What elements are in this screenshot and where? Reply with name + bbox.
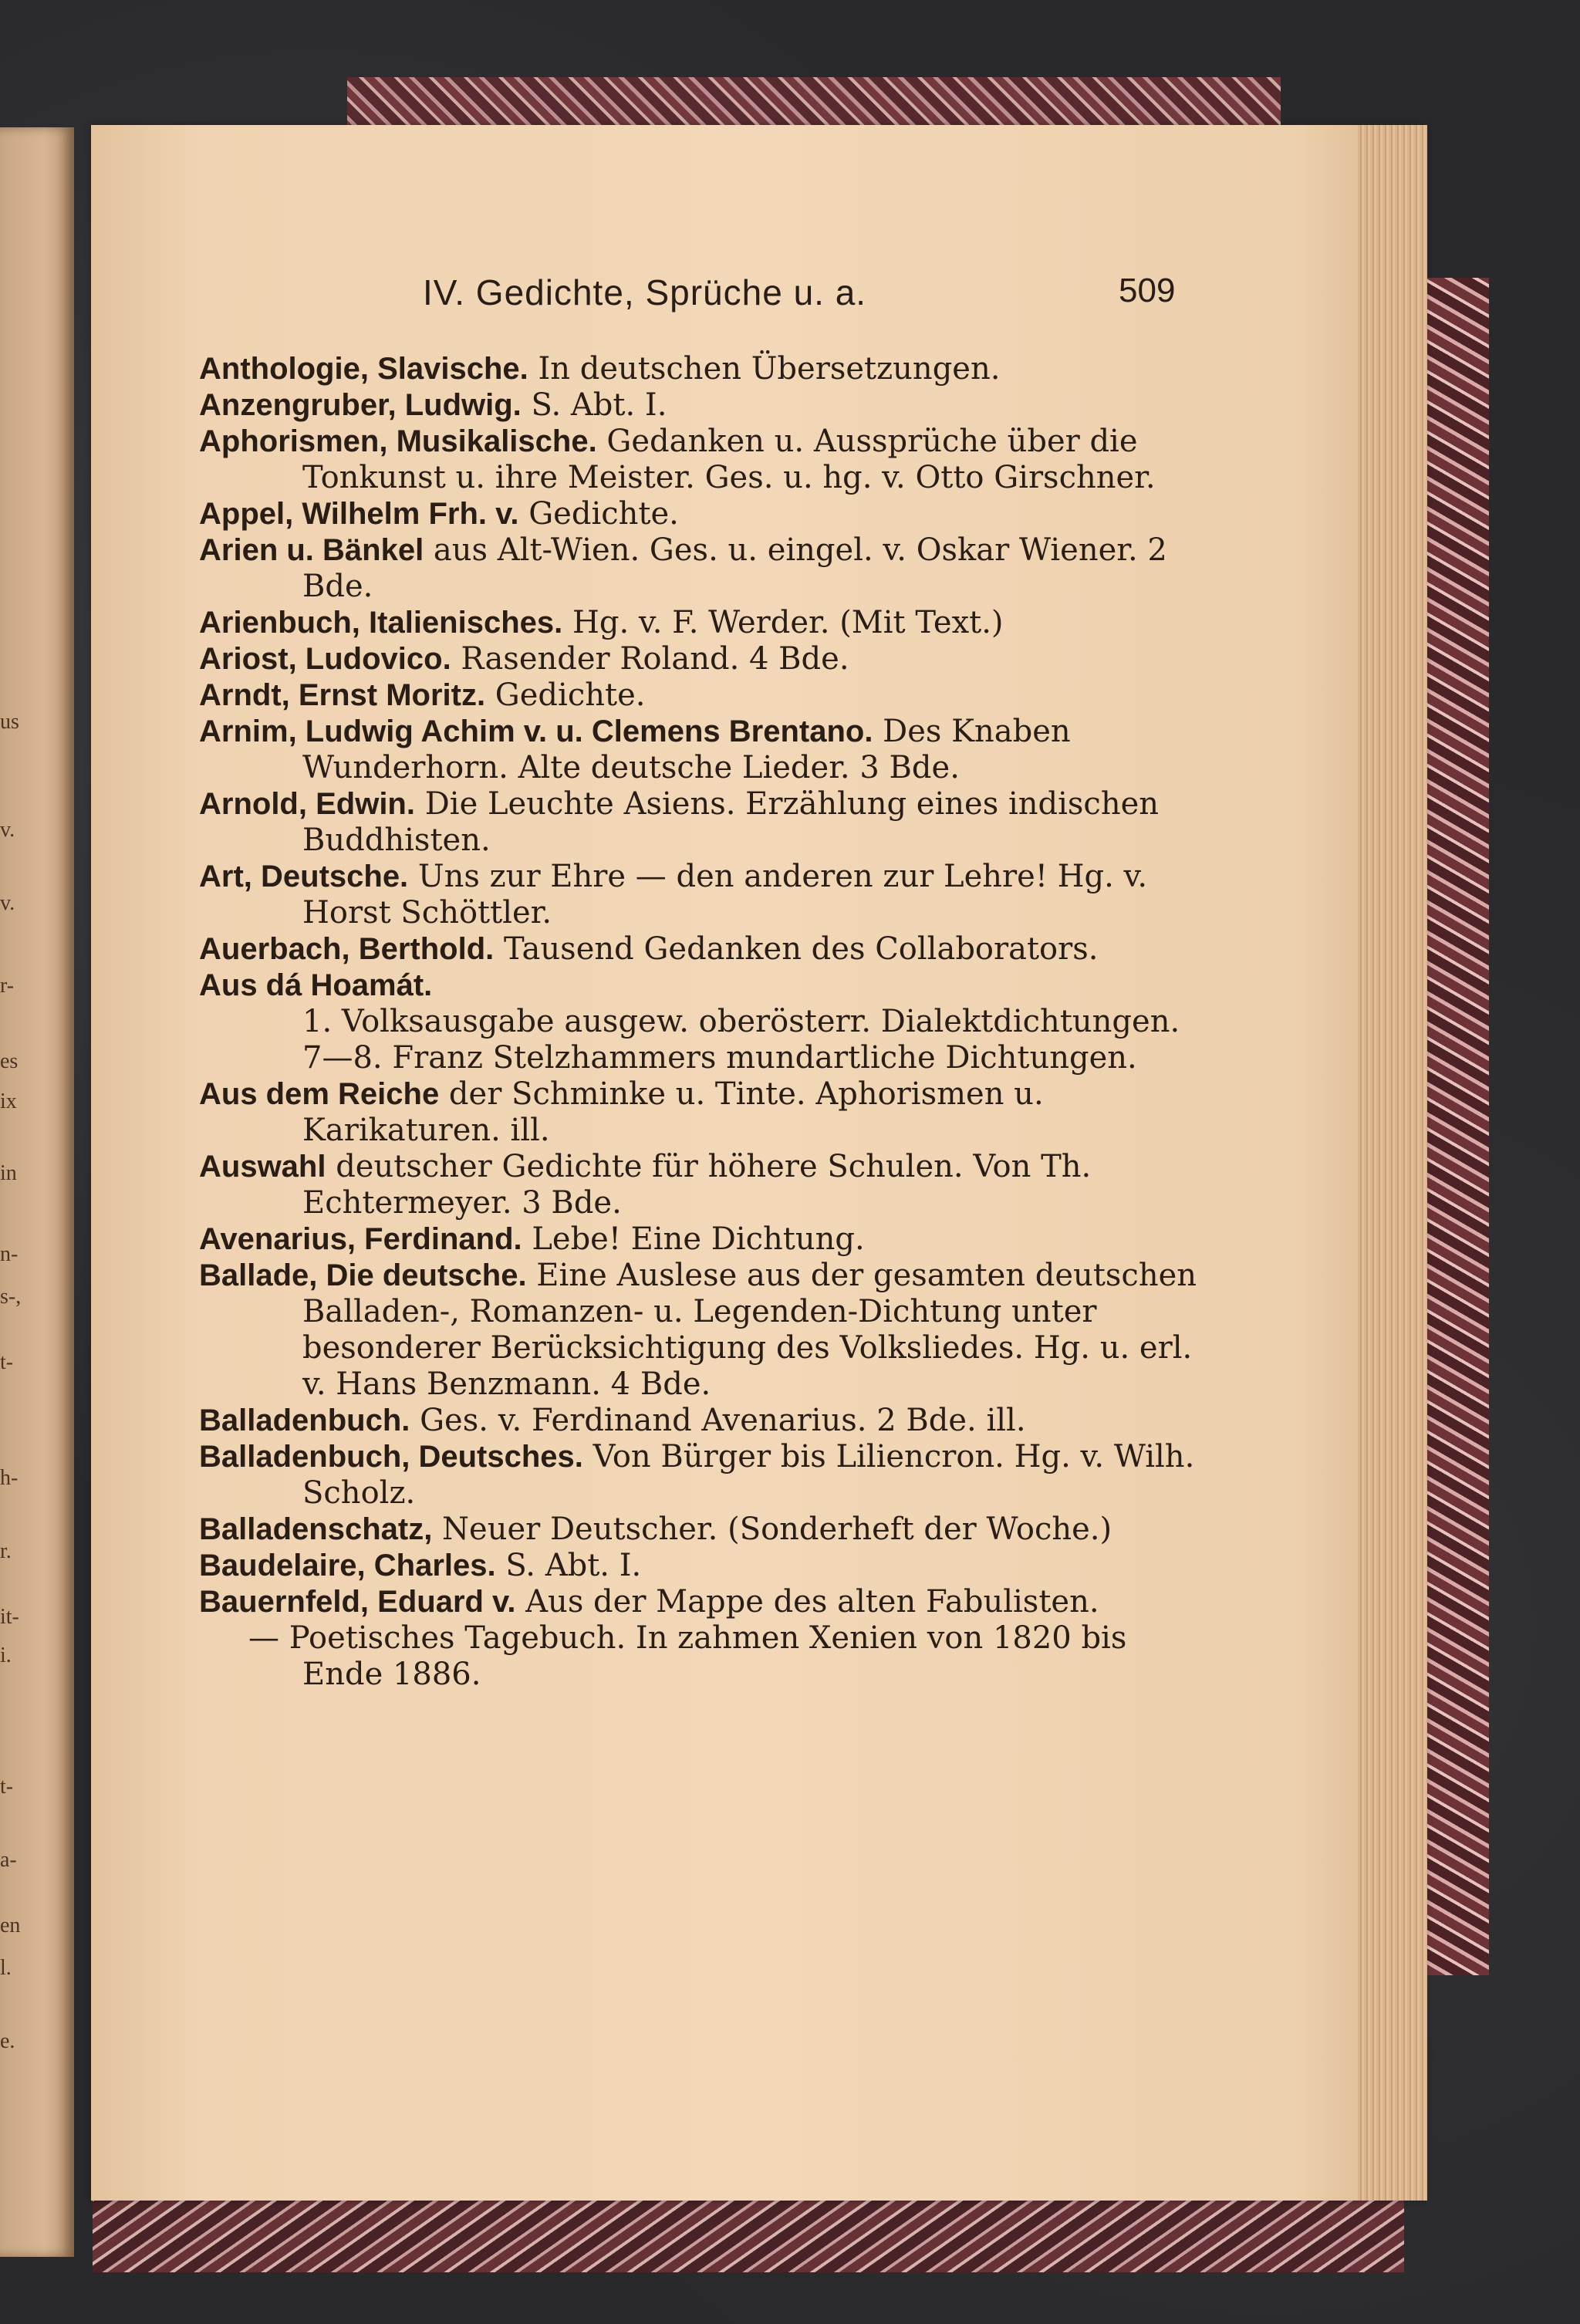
- bibliography-entry: [199, 496, 1202, 532]
- bibliography-entry: [199, 1439, 1202, 1512]
- entry-text: Gedanken u. Aussprüche über die Tonkunst u. ihre Meister. Ges. u. hg. v. Otto Girschner.: [302, 424, 1156, 495]
- marbled-edge-top: [347, 77, 1281, 131]
- entry-heading: Arien u. Bänkel: [199, 533, 424, 567]
- left-margin-fragment: l.: [0, 1956, 12, 1980]
- entry-text: In deutschen Übersetzungen.: [528, 351, 1001, 387]
- entry-text: deutscher Gedichte für höhere Schulen. Von Th. Echtermeyer. 3 Bde.: [302, 1149, 1092, 1221]
- entry-heading: Ariost, Ludovico.: [199, 642, 451, 676]
- entry-text: S. Abt. I.: [495, 1548, 642, 1583]
- entry-heading: Aus dem Reiche: [199, 1077, 440, 1111]
- entry-heading: Anzengruber, Ludwig.: [199, 388, 522, 422]
- entry-text: Ges. v. Ferdinand Avenarius. 2 Bde. ill.: [410, 1403, 1026, 1438]
- bibliography-list: [199, 351, 1202, 1693]
- entry-text: Eine Auslese aus der gesamten deutschen Balladen-, Romanzen- u. Legenden-Dichtung unter besonderer Berücksichtigung des Volksliedes. Hg. u. erl. v. Hans Benzmann. 4 Bde.: [302, 1258, 1197, 1402]
- left-margin-fragment: ix: [0, 1089, 17, 1113]
- bibliography-entry: [199, 1076, 1202, 1149]
- entry-heading: Arnim, Ludwig Achim v. u. Clemens Brentano.: [199, 714, 873, 748]
- bibliography-entry: [199, 1221, 1202, 1258]
- running-title: IV. Gedichte, Sprüche u. a.: [423, 272, 867, 312]
- left-margin-fragment: r-: [0, 974, 15, 998]
- left-margin-fragment: e.: [0, 2029, 15, 2053]
- entry-heading: Arndt, Ernst Moritz.: [199, 678, 486, 712]
- bibliography-entry: [199, 786, 1202, 859]
- entry-text: Hg. v. F. Werder. (Mit Text.): [562, 605, 1004, 640]
- entry-heading: Balladenbuch.: [199, 1404, 410, 1437]
- entry-text: Tausend Gedanken des Collaborators.: [494, 931, 1099, 967]
- entry-heading: Auswahl: [199, 1150, 326, 1184]
- left-margin-fragment: s-,: [0, 1285, 22, 1309]
- entry-text: aus Alt-Wien. Ges. u. eingel. v. Oskar Wiener. 2 Bde.: [302, 532, 1167, 604]
- entry-text: Rasender Roland. 4 Bde.: [451, 641, 849, 677]
- bibliography-entry: [199, 641, 1202, 677]
- left-margin-fragment: a-: [0, 1848, 17, 1872]
- marbled-edge-right: [1427, 278, 1489, 1975]
- entry-heading: Arnold, Edwin.: [199, 787, 415, 821]
- entry-subitem: 1. Volksausgabe ausgew. oberösterr. Dialektdichtungen.: [302, 1004, 1180, 1039]
- bibliography-entry: [199, 605, 1202, 641]
- page-header: [91, 272, 1426, 318]
- left-margin-fragment: us: [0, 710, 19, 734]
- entry-heading: Bauernfeld, Eduard v.: [199, 1585, 516, 1619]
- left-margin-fragment: h-: [0, 1466, 19, 1490]
- entry-continuation: — Poetisches Tagebuch. In zahmen Xenien von 1820 bis Ende 1886.: [248, 1620, 1127, 1692]
- bibliography-entry: [199, 424, 1202, 496]
- left-margin-fragment: n-: [0, 1242, 19, 1266]
- entry-text: der Schminke u. Tinte. Aphorismen u. Karikaturen. ill.: [302, 1076, 1044, 1148]
- left-margin-fragment: t-: [0, 1775, 14, 1799]
- entry-heading: Appel, Wilhelm Frh. v.: [199, 497, 519, 531]
- bibliography-entry: [199, 1584, 1202, 1620]
- left-margin-fragment: i.: [0, 1643, 12, 1667]
- left-margin-fragment: en: [0, 1914, 21, 1937]
- page-stack-edge: [1358, 125, 1427, 2201]
- bibliography-entry: [199, 387, 1202, 424]
- bibliography-entry: [199, 968, 1202, 1004]
- entry-text: Aus der Mappe des alten Fabulisten.: [515, 1584, 1099, 1620]
- bibliography-entry: [199, 677, 1202, 714]
- left-margin-fragment: v.: [0, 818, 15, 842]
- left-margin-fragment: it-: [0, 1605, 19, 1629]
- bibliography-entry: [199, 714, 1202, 786]
- bibliography-entry: [199, 1548, 1202, 1584]
- bibliography-entry: [199, 1149, 1202, 1221]
- entry-text: Gedichte.: [518, 496, 679, 532]
- bibliography-entry: [199, 351, 1202, 387]
- left-margin-fragment: v.: [0, 891, 15, 915]
- entry-heading: Aphorismen, Musikalische.: [199, 424, 597, 458]
- bibliography-entry: [199, 532, 1202, 605]
- entry-subitem: 7—8. Franz Stelzhammers mundartliche Dichtungen.: [302, 1040, 1137, 1076]
- entry-heading: Balladenbuch, Deutsches.: [199, 1440, 583, 1474]
- entry-text: S. Abt. I.: [521, 387, 667, 423]
- entry-heading: Balladenschatz,: [199, 1512, 433, 1546]
- left-margin-fragment: r.: [0, 1539, 12, 1563]
- bibliography-entry: [199, 1403, 1202, 1439]
- entry-text: Von Bürger bis Liliencron. Hg. v. Wilh. Scholz.: [302, 1439, 1195, 1511]
- entry-heading: Aus dá Hoamát.: [199, 968, 433, 1002]
- left-margin-fragment: t-: [0, 1350, 14, 1374]
- entry-text: Die Leuchte Asiens. Erzählung eines indischen Buddhisten.: [302, 786, 1160, 858]
- marbled-edge-bottom: [93, 2199, 1404, 2272]
- page-number: 509: [1119, 272, 1176, 309]
- bibliography-entry: [199, 931, 1202, 968]
- entry-heading: Avenarius, Ferdinand.: [199, 1222, 522, 1256]
- entry-text: Uns zur Ehre — den anderen zur Lehre! Hg. v. Horst Schöttler.: [302, 859, 1148, 931]
- entry-heading: Art, Deutsche.: [199, 860, 409, 893]
- left-margin-fragment: es: [0, 1049, 19, 1073]
- entry-heading: Baudelaire, Charles.: [199, 1549, 496, 1583]
- bibliography-entry: [199, 859, 1202, 931]
- bibliography-entry: [199, 1512, 1202, 1548]
- entry-heading: Ballade, Die deutsche.: [199, 1258, 527, 1292]
- left-margin-fragment: in: [0, 1161, 17, 1185]
- entry-heading: Arienbuch, Italienisches.: [199, 606, 563, 640]
- entry-text: Des Knaben Wunderhorn. Alte deutsche Lieder. 3 Bde.: [302, 714, 1071, 785]
- entry-text: Gedichte.: [485, 677, 646, 713]
- bibliography-entry: [199, 1258, 1202, 1403]
- entry-heading: Anthologie, Slavische.: [199, 352, 528, 386]
- entry-text: Neuer Deutscher. (Sonderheft der Woche.): [432, 1512, 1112, 1547]
- entry-text: Lebe! Eine Dichtung.: [522, 1221, 865, 1257]
- entry-heading: Auerbach, Berthold.: [199, 932, 495, 966]
